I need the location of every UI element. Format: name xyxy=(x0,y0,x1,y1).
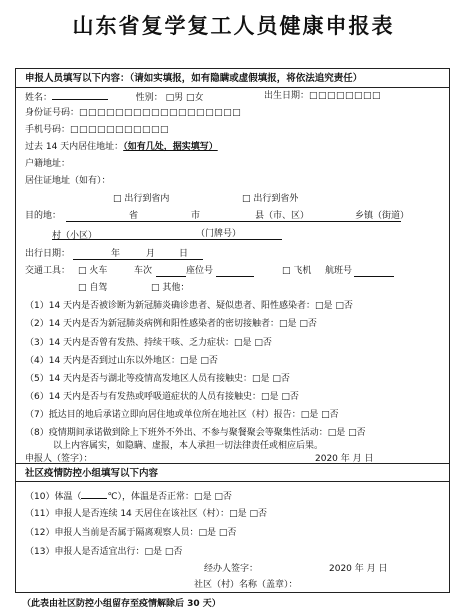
dest-label: 目的地： xyxy=(25,211,62,221)
dest-village-group xyxy=(52,228,97,243)
question-2[interactable]: （2）14 天内是否为新冠肺炎病例和阳性感染者的密切接触者：□是 □否 xyxy=(25,319,317,329)
flight-no-field[interactable] xyxy=(354,276,394,277)
dob-label: 出生日期： xyxy=(264,91,310,101)
dest-house: （门牌号） xyxy=(196,229,242,239)
row-name xyxy=(25,90,204,105)
section-community-header: 社区疫情防控小组填写以下内容 xyxy=(16,463,449,482)
gender-female-checkbox[interactable]: □女 xyxy=(186,93,204,103)
id-boxes[interactable]: □□□□□□□□□□□□□□□□□□ xyxy=(79,108,242,118)
depart-year: 年 xyxy=(111,249,121,259)
dob-boxes[interactable]: □□□□□□□□ xyxy=(309,91,382,101)
question-8[interactable]: （8）疫情期间承诺做到除上下班外不外出、不参与聚餐聚会等聚集性活动：□是 □否 xyxy=(25,428,366,438)
question-1[interactable]: （1）14 天内是否被诊断为新冠肺炎确诊患者、疑似患者、阳性感染者：□是 □否 xyxy=(25,301,353,311)
handler-sign-date: 2020 年 月 日 xyxy=(329,564,388,574)
question-7[interactable]: （7）抵达目的地后承诺立即向居住地或单位所在地社区（村）报告：□是 □否 xyxy=(25,410,339,420)
dest-village: 村（小区） xyxy=(52,231,98,241)
phone-label: 手机号码： xyxy=(25,125,71,135)
form-frame xyxy=(15,68,450,593)
hukou-label: 户籍地址： xyxy=(25,159,71,169)
section-applicant-header: 申报人员填写以下内容：（请如实填报，如有隐瞒或虚假填报，将依法追究责任） xyxy=(16,69,449,88)
question-4[interactable]: （4）14 天内是否到过山东以外地区：□是 □否 xyxy=(25,356,218,366)
form-title: 山东省复学复工人员健康申报表 xyxy=(72,13,395,38)
question-12[interactable]: （12）申报人当前是否属于隔离观察人员：□是 □否 xyxy=(25,528,237,538)
dest-line[interactable] xyxy=(66,221,401,222)
dest-province: 省 xyxy=(129,211,139,221)
name-field[interactable] xyxy=(52,90,108,100)
temperature-field[interactable] xyxy=(81,489,107,499)
travel-in-checkbox[interactable]: □ 出行到省内 xyxy=(113,194,170,204)
other-checkbox[interactable]: □ 其他： xyxy=(151,283,190,293)
residence-label: 居住证地址（如有）： xyxy=(25,176,111,186)
train-no-label: 车次 xyxy=(134,266,153,276)
train-checkbox[interactable]: □ 火车 xyxy=(78,266,108,276)
gender-male-checkbox[interactable]: □男 xyxy=(165,93,184,103)
plane-checkbox[interactable]: □ 飞机 xyxy=(282,266,312,276)
applicant-sign-label: 申报人（签字）： xyxy=(25,454,93,464)
name-label: 姓名： xyxy=(25,93,53,103)
row-hukou xyxy=(25,158,70,171)
question-3[interactable]: （3）14 天内是否曾有发热、持续干咳、乏力症状：□是 □否 xyxy=(25,338,272,348)
dest-town: 乡镇（街道） xyxy=(355,211,410,221)
dest-city: 市 xyxy=(191,211,201,221)
community-seal-label: 社区（村）名称（盖章）： xyxy=(194,580,298,590)
flight-no-label: 航班号 xyxy=(325,266,353,276)
row-address14 xyxy=(25,141,218,154)
transport-label: 交通工具： xyxy=(25,266,71,276)
dob-group xyxy=(264,90,381,103)
depart-day: 日 xyxy=(179,249,189,259)
address14-hint: （如有几处，据实填写） xyxy=(123,142,218,152)
question-5[interactable]: （5）14 天内是否与湖北等疫情高发地区人员有接触史：□是 □否 xyxy=(25,374,290,384)
handler-sign-label: 经办人签字： xyxy=(204,564,259,574)
question-13[interactable]: （13）申报人是否适宜出行：□是 □否 xyxy=(25,547,183,557)
q10-suffix: ℃），体温是否正常：□是 □否 xyxy=(107,492,232,502)
footer-note: （此表由社区防控小组留存至疫情解除后 30 天） xyxy=(22,599,221,609)
depart-label: 出行日期： xyxy=(25,249,71,259)
travel-out-checkbox[interactable]: □ 出行到省外 xyxy=(242,194,299,204)
train-no-field[interactable] xyxy=(156,276,186,277)
question-11[interactable]: （11）申报人是否连续 14 天居住在该社区（村）：□是 □否 xyxy=(25,509,267,519)
row-id xyxy=(25,107,241,120)
q10-prefix: （10）体温（ xyxy=(25,492,82,502)
seat-no-field[interactable] xyxy=(216,276,254,277)
self-drive-checkbox[interactable]: □ 自驾 xyxy=(78,283,108,293)
address14-label: 过去 14 天内居住地址： xyxy=(25,142,124,152)
declaration: 以上内容属实，如隐瞒、虚报，本人承担一切法律责任或相应后果。 xyxy=(53,441,324,451)
dest-village-line[interactable] xyxy=(52,239,282,240)
question-10[interactable] xyxy=(25,489,232,504)
row-residence xyxy=(25,175,111,188)
depart-month: 月 xyxy=(146,249,156,259)
seat-no-label: 座位号 xyxy=(186,266,214,276)
id-label: 身份证号码： xyxy=(25,108,80,118)
phone-boxes[interactable]: □□□□□□□□□□□ xyxy=(70,125,170,135)
dest-county: 县（市、区） xyxy=(255,211,310,221)
row-phone xyxy=(25,124,169,137)
question-6[interactable]: （6）14 天内是否与有发热或呼吸道症状的人员有接触史：□是 □否 xyxy=(25,392,299,402)
applicant-sign-date: 2020 年 月 日 xyxy=(315,454,374,464)
gender-label: 性别： xyxy=(135,93,163,103)
